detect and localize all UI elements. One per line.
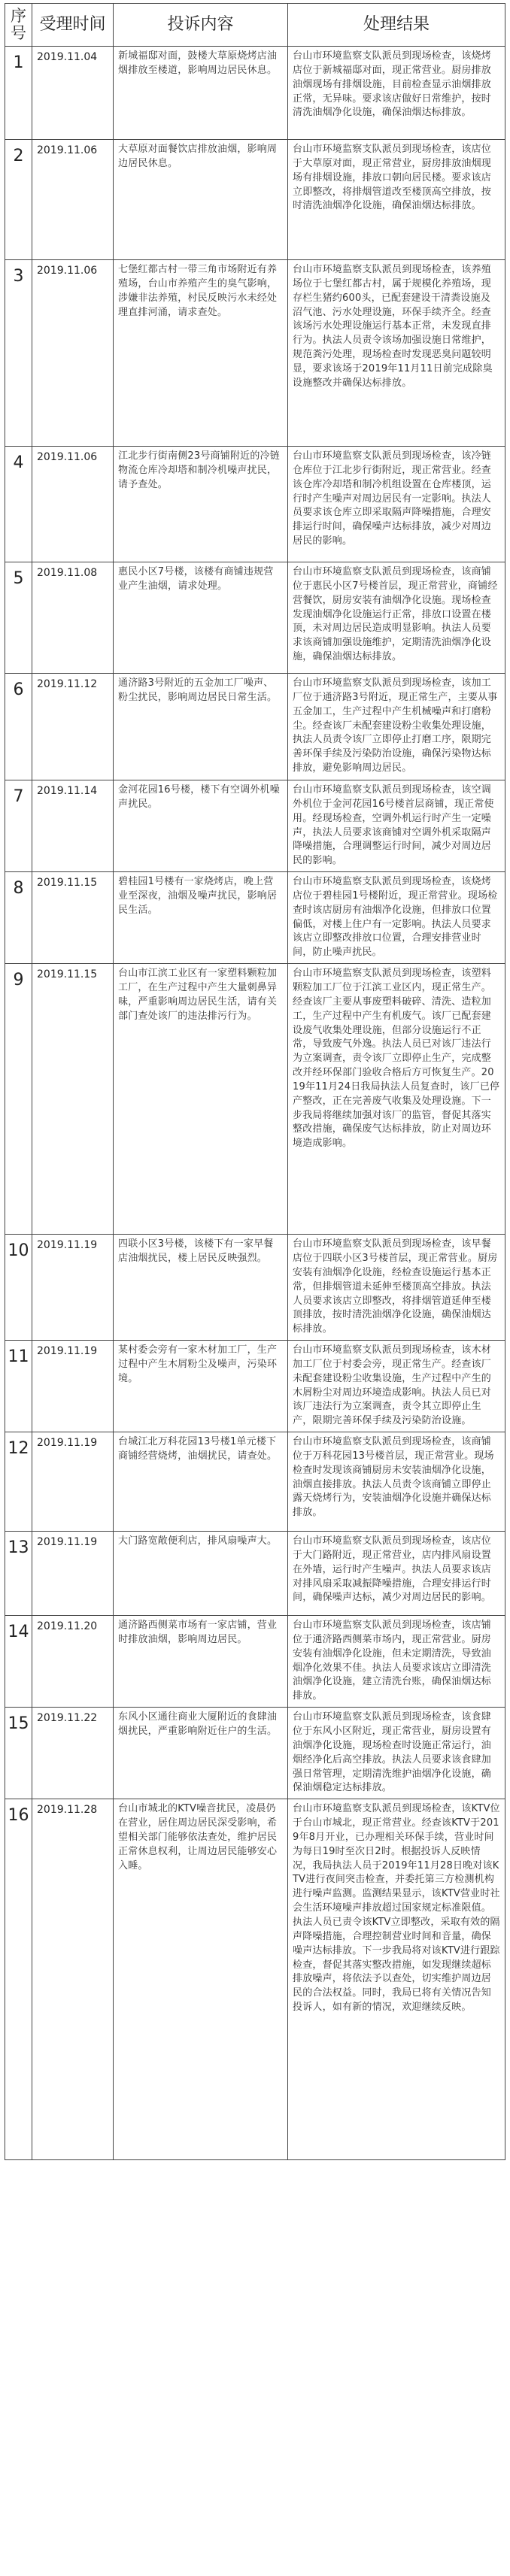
row-result — [288, 1799, 505, 2160]
row-result-text: 台山市环境监察支队派员到现场检查，该木材加工厂位于村委会旁，现正常生产。经查该厂未配套建设粉尘收集设施，生产过程中产生的木屑粉尘对周边环境造成影响。执法人员已对该厂违法行为立案调查，责令其立即停止生产，限期完善环保手续及污染防治设施。 — [293, 1344, 492, 1427]
row-content — [114, 47, 288, 140]
row-result-text: 台山市环境监察支队派员到现场检查，该早餐店位于四联小区3号楼首层，现正常营业。厨房安装有油烟净化设施，经检查设施运行基本正常，但排烟管道未延伸至楼顶高空排放。执法人员要求该店立即整改，将排烟管道延伸至楼顶排放，按时清洗油烟净化设施，确保油烟达标排放。 — [293, 1238, 498, 1335]
row-number-text: 8 — [13, 879, 24, 899]
row-result — [288, 1235, 505, 1341]
row-result-text: 台山市环境监察支队派员到现场检查，该店位于大草原对面，现正常营业，厨房排放油烟现场有排烟设施，排放口朝向居民楼。要求该店立即整改，将排烟管道改至楼顶高空排放，按时清洗油烟净化设施，确保油烟达标排放。 — [293, 144, 492, 212]
row-date-text: 2019.11.20 — [37, 1620, 98, 1633]
row-result-text: 台山市环境监察支队派员到现场检查，该烧烤店位于碧桂园1号楼附近，现正常营业。现场检查时该店厨房有油烟净化设施，但排放口位置偏低，对楼上住户有一定影响。执法人员要求该店立即整改排放口位置，合理安排营业时间，防止噪声扰民。 — [293, 876, 498, 959]
table-row — [5, 674, 505, 780]
row-result — [288, 964, 505, 1235]
row-number — [5, 780, 32, 872]
row-result — [288, 1708, 505, 1799]
row-date — [32, 1235, 114, 1341]
row-content-text: 通济路西侧菜市场有一家店铺，营业时排放油烟，影响周边居民。 — [118, 1620, 278, 1645]
row-number — [5, 140, 32, 260]
row-result-text: 台山市环境监察支队派员到现场检查，该店铺位于通济路西侧菜市场内，现正常营业。厨房安装有油烟净化设施，但未定期清洗，导致油烟净化效果不佳。执法人员要求该店立即清洗油烟净化设施，建立清洗台账，确保油烟达标排放。 — [293, 1620, 492, 1702]
row-number-text: 3 — [13, 267, 24, 286]
row-number — [5, 1708, 32, 1799]
row-date-text: 2019.11.06 — [37, 144, 98, 156]
row-content — [114, 780, 288, 872]
row-content — [114, 562, 288, 674]
row-date — [32, 674, 114, 780]
table-row — [5, 1616, 505, 1708]
row-date-text: 2019.11.04 — [37, 51, 98, 63]
row-date — [32, 1616, 114, 1708]
row-number — [5, 964, 32, 1235]
row-result — [288, 1616, 505, 1708]
row-date — [32, 780, 114, 872]
row-content-text: 七堡红都古村一带三角市场附近有养殖场，台山市养殖产生的臭气影响，涉嫌非法养殖，村民反映污水未经处理直排河涌，请求查处。 — [118, 264, 278, 318]
row-number-text: 5 — [13, 569, 24, 588]
row-date — [32, 47, 114, 140]
table-body — [5, 47, 505, 2160]
row-content-text: 台山市城北的KTV噪音扰民，凌晨仍在营业，居住周边居民深受影响，希望相关部门能够依法查处，维护居民正常休息权利，让周边居民能够安心入睡。 — [118, 1803, 278, 1871]
row-content-text: 大门路宽敞便利店，排风扇噪声大。 — [118, 1535, 278, 1547]
row-result-text: 台山市环境监察支队派员到现场检查，该商铺位于万科花园13号楼首层，现正常营业。现场检查时发现该商铺厨房未安装油烟净化设施，油烟直接排放。执法人员责令该商铺立即停止露天烧烤行为，安装油烟净化设施并确保达标排放。 — [293, 1436, 494, 1519]
row-content-text: 台城江北万科花园13号楼1单元楼下商铺经营烧烤，油烟扰民，请查处。 — [118, 1436, 278, 1462]
row-result — [288, 1341, 505, 1432]
row-content — [114, 260, 288, 447]
row-result — [288, 780, 505, 872]
row-content — [114, 140, 288, 260]
row-number — [5, 562, 32, 674]
row-number — [5, 1616, 32, 1708]
row-result — [288, 562, 505, 674]
row-date-text: 2019.11.28 — [37, 1804, 98, 1817]
row-result-text: 台山市环境监察支队派员到现场检查，该冷链仓库位于江北步行街附近，现正常营业。经查该仓库冷却塔和制冷机组设置在仓库楼顶，运行时产生噪声对周边居民有一定影响。执法人员要求该仓库立即采取隔声降噪措施，合理安排运行时间，确保噪声达标排放，减少对周边居民的影响。 — [293, 450, 492, 547]
row-content — [114, 1235, 288, 1341]
row-content — [114, 1799, 288, 2160]
table-row — [5, 447, 505, 562]
row-result — [288, 47, 505, 140]
row-date-text: 2019.11.14 — [37, 785, 98, 797]
table-row — [5, 1532, 505, 1616]
row-content-text: 大草原对面餐饮店排放油烟，影响周边居民休息。 — [118, 144, 278, 169]
row-content-text: 惠民小区7号楼，该楼有商铺违规营业产生油烟，请求处理。 — [118, 566, 274, 592]
row-date-text: 2019.11.15 — [37, 968, 98, 981]
row-number-text: 14 — [8, 1623, 29, 1642]
table-row — [5, 1235, 505, 1341]
row-result — [288, 1432, 505, 1532]
row-number — [5, 1799, 32, 2160]
row-number-text: 2 — [13, 147, 24, 165]
row-date-text: 2019.11.12 — [37, 678, 98, 690]
row-content-text: 东风小区通往商业大厦附近的食肆油烟扰民，严重影响附近住户的生活。 — [118, 1711, 278, 1737]
table-row — [5, 140, 505, 260]
row-content — [114, 1532, 288, 1616]
row-date-text: 2019.11.19 — [37, 1239, 98, 1252]
table-row — [5, 872, 505, 964]
row-date-text: 2019.11.19 — [37, 1437, 98, 1450]
row-result — [288, 140, 505, 260]
row-content-text: 金河花园16号楼，楼下有空调外机噪声扰民。 — [118, 784, 280, 810]
row-content — [114, 1341, 288, 1432]
row-number-text: 1 — [13, 53, 24, 72]
header-content: 投诉内容 — [114, 4, 288, 47]
row-content-text: 四联小区3号楼，该楼下有一家早餐店油烟扰民，楼上居民反映强烈。 — [118, 1238, 274, 1264]
row-date-text: 2019.11.19 — [37, 1536, 98, 1549]
table-row — [5, 562, 505, 674]
row-date — [32, 964, 114, 1235]
row-result — [288, 674, 505, 780]
row-number — [5, 872, 32, 964]
row-number-text: 16 — [8, 1806, 29, 1826]
row-content — [114, 1432, 288, 1532]
row-content-text: 江北步行街南侧23号商铺附近的冷链物流仓库冷却塔和制冷机噪声扰民，请予查处。 — [118, 450, 280, 490]
header-seq: 序号 — [5, 4, 32, 47]
table-row — [5, 47, 505, 140]
table-header-row — [5, 4, 505, 47]
row-number — [5, 674, 32, 780]
row-content-text: 新城福邸对面，鼓楼大草原烧烤店油烟排放至楼道，影响周边居民休息。 — [118, 50, 278, 76]
row-date-text: 2019.11.15 — [37, 877, 98, 889]
table-row — [5, 260, 505, 447]
row-content-text: 台山市江滨工业区有一家塑料颗粒加工厂，在生产过程中产生大量刺鼻异味，严重影响周边居民生活，请有关部门查处该厂的违法排污行为。 — [118, 968, 278, 1022]
row-result — [288, 1532, 505, 1616]
row-result-text: 台山市环境监察支队派员到现场检查，该店位于大门路附近，现正常营业，店内排风扇设置在外墙，运行时产生噪声。执法人员要求该店对排风扇采取减振降噪措施，合理安排运行时间，确保噪声达标，减少对周边居民的影响。 — [293, 1535, 492, 1604]
row-date-text: 2019.11.08 — [37, 567, 98, 579]
row-number — [5, 1341, 32, 1432]
row-date — [32, 140, 114, 260]
row-number — [5, 1432, 32, 1532]
table-row — [5, 964, 505, 1235]
table-row — [5, 1799, 505, 2160]
row-date — [32, 447, 114, 562]
row-result — [288, 872, 505, 964]
row-number-text: 15 — [8, 1714, 29, 1734]
row-date-text: 2019.11.22 — [37, 1712, 98, 1725]
header-time: 受理时间 — [32, 4, 114, 47]
row-content-text: 某村委会旁有一家木材加工厂，生产过程中产生木屑粉尘及噪声，污染环境。 — [118, 1344, 278, 1384]
row-content — [114, 964, 288, 1235]
row-date-text: 2019.11.19 — [37, 1345, 98, 1358]
row-date — [32, 872, 114, 964]
row-number — [5, 47, 32, 140]
row-content-text: 碧桂园1号楼有一家烧烤店，晚上营业至深夜，油烟及噪声扰民，影响居民生活。 — [118, 876, 278, 916]
row-result-text: 台山市环境监察支队派员到现场检查，该烧烤店位于新城福邸对面，现正常营业。厨房排放油烟现场有排烟设施，目前检查显示油烟排放正常，无异味。要求该店做好日常维护，按时清洗油烟净化设施，确保油烟达标排放。 — [293, 50, 492, 119]
row-date — [32, 1799, 114, 2160]
row-number — [5, 260, 32, 447]
row-number-text: 9 — [13, 971, 24, 990]
table-row — [5, 1341, 505, 1432]
table-row — [5, 1432, 505, 1532]
row-date — [32, 1532, 114, 1616]
row-number-text: 10 — [8, 1241, 29, 1261]
row-date — [32, 1708, 114, 1799]
row-content — [114, 872, 288, 964]
row-date — [32, 1341, 114, 1432]
table-row — [5, 780, 505, 872]
row-result-text: 台山市环境监察支队派员到现场检查，该加工厂位于通济路3号附近，现正常生产，主要从事五金加工，生产过程中产生机械噪声和打磨粉尘。经查该厂未配套建设粉尘收集处理设施，执法人员责令该厂立即停止打磨工序，限期完善环保手续及污染防治设施，确保污染物达标排放，避免影响周边居民。 — [293, 677, 498, 774]
row-result — [288, 260, 505, 447]
row-content — [114, 1708, 288, 1799]
row-number — [5, 1532, 32, 1616]
row-content-text: 通济路3号附近的五金加工厂噪声、粉尘扰民，影响周边居民日常生活。 — [118, 677, 278, 703]
row-content — [114, 447, 288, 562]
table-row — [5, 1708, 505, 1799]
row-number — [5, 447, 32, 562]
header-result: 处理结果 — [288, 4, 505, 47]
row-result-text: 台山市环境监察支队派员到现场检查，该塑料颗粒加工厂位于江滨工业区内，现正常生产。经查该厂主要从事废塑料破碎、清洗、造粒加工，生产过程中产生有机废气。该厂已配套建设废气收集处理设施，但部分设施运行不正常，导致废气外逸。执法人员已对该厂违法行为立案调查，责令该厂立即停止生产，完成整改并经环保部门验收合格后方可恢复生产。2019年11月24日我局执法人员复查时，该厂已停产整改，正在完善废气收集及处理设施。下一步我局将继续加强对该厂的监管，督促其落实整改措施，确保废气达标排放，防止对周边环境造成影响。 — [293, 968, 500, 1150]
row-result — [288, 447, 505, 562]
row-date — [32, 1432, 114, 1532]
row-number-text: 12 — [8, 1439, 29, 1459]
row-number-text: 13 — [8, 1538, 29, 1558]
row-date — [32, 562, 114, 674]
complaint-table — [5, 3, 505, 2160]
row-number-text: 7 — [13, 787, 24, 806]
row-result-text: 台山市环境监察支队派员到现场检查，该食肆位于东风小区附近，现正常营业，厨房设置有油烟净化设施，现场检查时设施正常运行，油烟经净化后高空排放。执法人员要求该食肆加强日常管理，定期清洗维护油烟净化设施，确保油烟稳定达标排放。 — [293, 1711, 492, 1794]
row-number — [5, 1235, 32, 1341]
row-number-text: 6 — [13, 680, 24, 699]
row-result-text: 台山市环境监察支队派员到现场检查，该空调外机位于金河花园16号楼首层商铺，现正常使用。经现场检查，空调外机运行时产生一定噪声，执法人员要求该商铺对空调外机采取隔声降噪措施，合理调整运行时间，减少对周边居民的影响。 — [293, 784, 494, 867]
row-content — [114, 1616, 288, 1708]
row-date — [32, 260, 114, 447]
row-content — [114, 674, 288, 780]
row-result-text: 台山市环境监察支队派员到现场检查，该商铺位于惠民小区7号楼首层，现正常营业，商铺经营餐饮，厨房安装有油烟净化设施。现场检查发现油烟净化设施运行正常，排放口设置在楼顶，未对周边居民造成明显影响。执法人员要求该商铺加强设施维护，定期清洗油烟净化设施，确保油烟达标排放。 — [293, 566, 498, 663]
row-result-text: 台山市环境监察支队派员到现场检查，该养殖场位于七堡红都古村，属于规模化养殖场，现存栏生猪约600头，已配套建设干清粪设施及沼气池、污水处理设施，环保手续齐全。经查该场污水处理设施运行基本正常，未发现直排行为。执法人员责令该场加强设施日常维护，规范粪污处理，现场检查时发现恶臭问题较明显，要求该场于2019年11月11日前完成除臭设施整改并确保达标排放。 — [293, 264, 493, 389]
row-result-text: 台山市环境监察支队派员到现场检查，该KTV位于台山市城北，现正常营业。经查该KTV于2019年8月开业，已办理相关环保手续，营业时间为每日19时至次日2时。根据投诉人反映情况，我局执法人员于2019年11月28日晚对该KTV进行夜间突击检查，并委托第三方检测机构进行噪声监测。监测结果显示，该KTV营业时社会生活环境噪声排放超过国家规定标准限值。执法人员已责令该KTV立即整改，采取有效的隔声降噪措施，合理控制营业时间和音量，确保噪声达标排放。下一步我局将对该KTV进行跟踪检查，督促其落实整改措施，如发现继续超标排放噪声，将依法予以查处，切实维护周边居民的合法权益。同时，我局已将有关情况告知投诉人，如有新的情况，欢迎继续反映。 — [293, 1803, 500, 2014]
row-date-text: 2019.11.06 — [37, 265, 98, 277]
row-number-text: 11 — [8, 1347, 29, 1367]
row-number-text: 4 — [13, 453, 24, 472]
row-date-text: 2019.11.06 — [37, 451, 98, 463]
